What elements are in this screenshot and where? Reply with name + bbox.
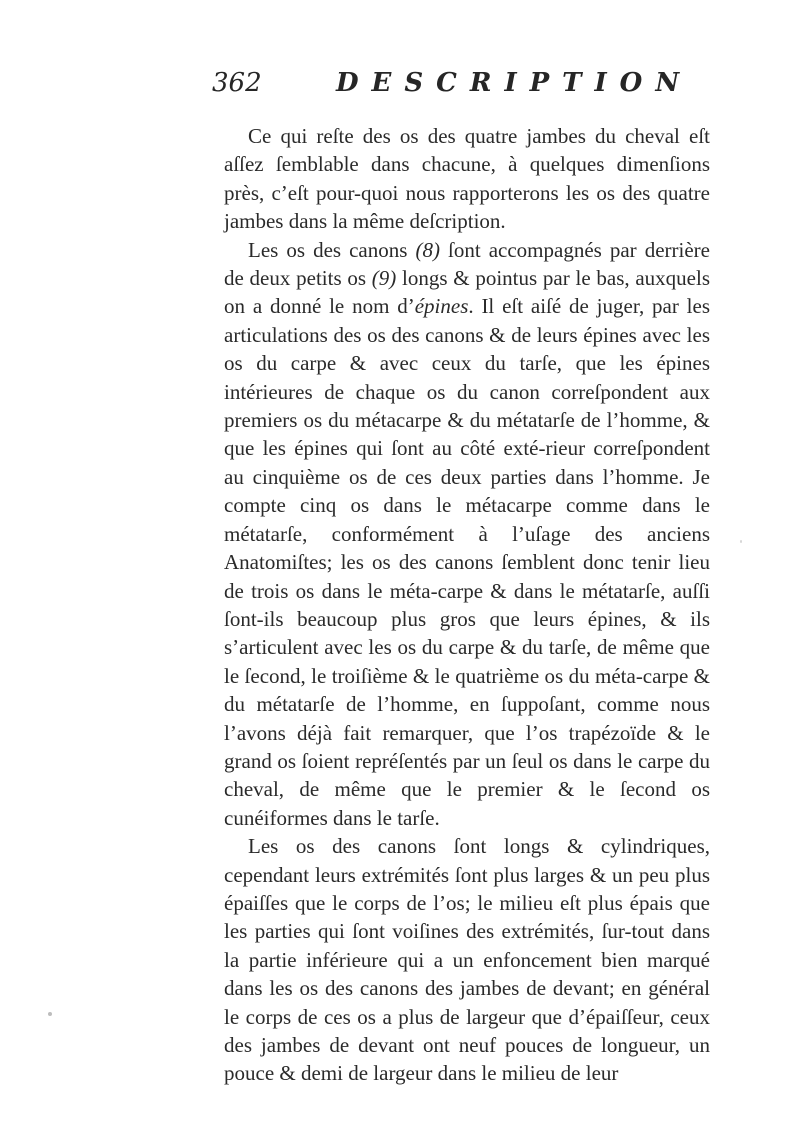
paragraph-2-after: . Il eſt aiſé de juger, par les articulations des os des canons & de leurs épines avec les os du carpe & avec ceux du tarſe, que les épines intérieures de chaque os du canon correſpondent aux premiers os du métacarpe & du métatarſe de l’homme, & que les épines qui ſont au côté exté-rieur correſpondent au cinquième os de ces deux parties dans l’homme. Je compte cinq os dans le métacarpe comme dans le métatarſe, conformément à l’uſage des anciens Anatomiſtes; les os des canons ſemblent donc tenir lieu de trois os dans le méta-carpe & dans le métatarſe, auſſi ſont-ils beaucoup plus gros que leurs épines, & ils s’articulent avec les os du carpe & du tarſe, de même que le ſecond, le troiſième & le quatrième os du méta-carpe & du métatarſe de l’homme, en ſuppoſant, comme nous l’avons déjà fait remarquer, que l’os trapézoïde & le grand os ſoient repréſentés par un ſeul os dans le carpe du cheval, de même que le premier & le ſecond os cunéiformes dans le tarſe. — [224, 294, 710, 830]
paragraph-3 — [224, 832, 710, 1088]
paragraph-1 — [224, 122, 710, 236]
paragraph-2-before: Les os des canons — [248, 237, 416, 262]
paragraph-2-mid1: ſont accompagnés par derrière de deux petits os — [224, 237, 710, 291]
paragraph-3-text: Les os des canons ſont longs & cylindriques, cependant leurs extrémités ſont plus larges & un peu plus épaiſſes que le corps de l’os; le milieu eſt plus épais que les parties qui ſont voiſines des extrémités, ſur-tout dans la partie inférieure qui a un enfoncement bien marqué dans les os des canons des jambes de devant; en général le corps de ces os a plus de largeur que d’épaiſſeur, ceux des jambes de devant ont neuf pouces de longueur, un pouce & demi de largeur dans le milieu de leur — [224, 834, 710, 1086]
running-title: DESCRIPTION — [336, 68, 693, 98]
paragraph-1-text: Ce qui reſte des os des quatre jambes du cheval eſt aſſez ſemblable dans chacune, à quelques dimenſions près, c’eſt pour-quoi nous rapporterons les os des quatre jambes dans la même deſcription. — [224, 124, 710, 234]
paper-speck — [48, 1012, 52, 1016]
figure-reference-9: (9) — [371, 266, 397, 291]
page-number: 362 — [212, 68, 262, 98]
paragraph-2 — [224, 236, 710, 833]
paragraph-2-mid2: longs & pointus par le bas, auxquels on a donné le nom d’ — [224, 266, 711, 319]
body-text — [224, 122, 710, 1088]
figure-reference-8: (8) — [415, 237, 440, 262]
paper-speck — [740, 540, 742, 543]
term-epines: épines — [414, 294, 469, 319]
